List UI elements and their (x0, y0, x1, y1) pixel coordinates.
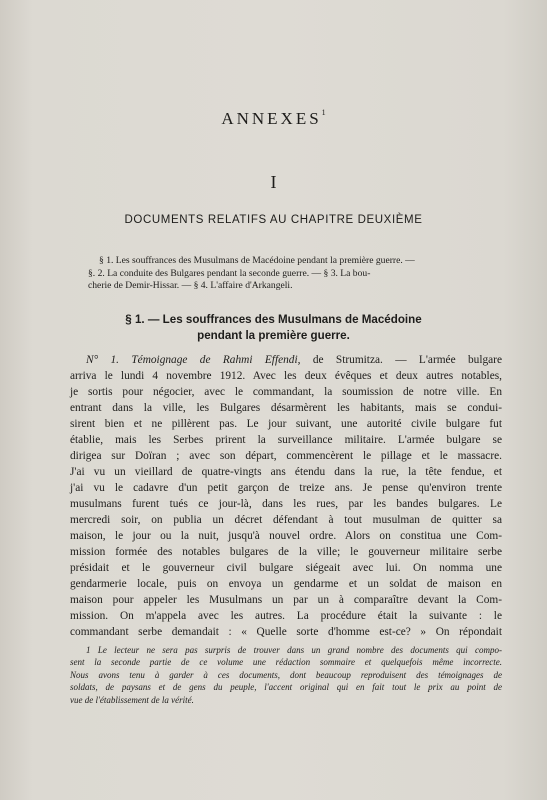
body-line: établie, mais les Serbes prirent la surveillance militaire. L'armée bulgare se (70, 434, 502, 446)
body-text (70, 352, 502, 640)
body-line: entrant dans la ville, les Bulgares désarmèrent les habitants, mais se condui- (70, 402, 502, 414)
body-first-line (70, 352, 502, 368)
footnote-line: Nous avons tenu à garder à ces documents, dont beaucoup reproduisent des témoignages de (70, 669, 502, 680)
footnote-line: vue de l'établissement de la vérité. (70, 694, 194, 705)
body-line: arriva le lundi 4 novembre 1912. Avec les deux évêques et deux autres notables, (70, 370, 502, 382)
chapter-title: DOCUMENTS RELATIFS AU CHAPITRE DEUXIÈME (124, 214, 423, 226)
body-line: commandant serbe demandait : « Quelle sorte d'homme est-ce? » On répondait (70, 626, 502, 638)
body-line: mission. On m'appela avec les autres. La procédure était la suivante : le (70, 610, 502, 622)
body-line: j'ai vu le cadavre d'un petit garçon de treize ans. Je pense qu'environ trente (70, 482, 502, 494)
roman-numeral-heading: I (270, 172, 277, 192)
footnote-line: sent la seconde partie de ce volume une rédaction sommaire et quelquefois même incorrecte. (70, 657, 502, 668)
summary-line: § 1. Les souffrances des Musulmans de Macédoine pendant la première guerre. — (99, 255, 415, 266)
body-line: présidait et le gouverneur civil bulgare siégeait avec lui. On nomma une (70, 562, 502, 574)
summary-line: §. 2. La conduite des Bulgares pendant la seconde guerre. — § 3. La bou- (88, 267, 371, 279)
body-line: maison pour appeler les Musulmans un par un à comparaître devant la Com- (70, 594, 502, 606)
section-summary (88, 255, 502, 293)
body-line: sirent bien et ne pillèrent pas. Le jour suivant, une autorité civile bulgare fut (70, 418, 502, 430)
body-line: maison, le jour ou la nuit, jusqu'à nouvel ordre. Alors on constitua une Com- (70, 530, 502, 542)
testimony-reference: N° 1. Témoignage de Rahmi Effendi, (86, 354, 301, 366)
section-heading-line: pendant la première guerre. (197, 329, 350, 342)
footnote-line: 1 Le lecteur ne sera pas surpris de trouver dans un grand nombre des documents qui compo- (86, 645, 502, 655)
body-line: musulmans furent tués ce jour-là, dans les rues, par les bandes bulgares. Le (70, 498, 502, 510)
body-line: mission formée des notables bulgares de la ville; le gouverneur militaire serbe (70, 546, 502, 558)
section-heading-line: § 1. — Les souffrances des Musulmans de Macédoine (125, 313, 422, 326)
footnote-reference: 1 (321, 108, 326, 117)
body-line: mercredi soir, on publia un décret défendant à tout musulman de quitter sa (70, 514, 502, 526)
footnote-line: soldats, de paysans et de gens du peuple, l'accent original qui en fait tout le prix au point de (70, 682, 502, 693)
summary-line: cherie de Demir-Hissar. — § 4. L'affaire d'Arkangeli. (88, 280, 293, 291)
annexes-heading (0, 108, 547, 129)
footnote (70, 644, 502, 706)
annexes-title: ANNEXES (221, 109, 322, 128)
section-heading (0, 312, 547, 344)
body-line: dirigea sur Doïran ; avec son départ, commencèrent le pillage et le massacre. (70, 450, 502, 462)
body-line: gendarmerie locale, puis on envoya un gendarme et un soldat de maison en (70, 578, 502, 590)
body-line: J'ai vu un vieillard de quatre-vingts ans étendu dans la rue, la tête fendue, et (70, 466, 502, 478)
body-line: je sortis pour négocier, avec le commandant, la soumission de notre ville. En (70, 386, 502, 398)
body-first-line-rest: de Strumitza. — L'armée bulgare (300, 354, 502, 366)
